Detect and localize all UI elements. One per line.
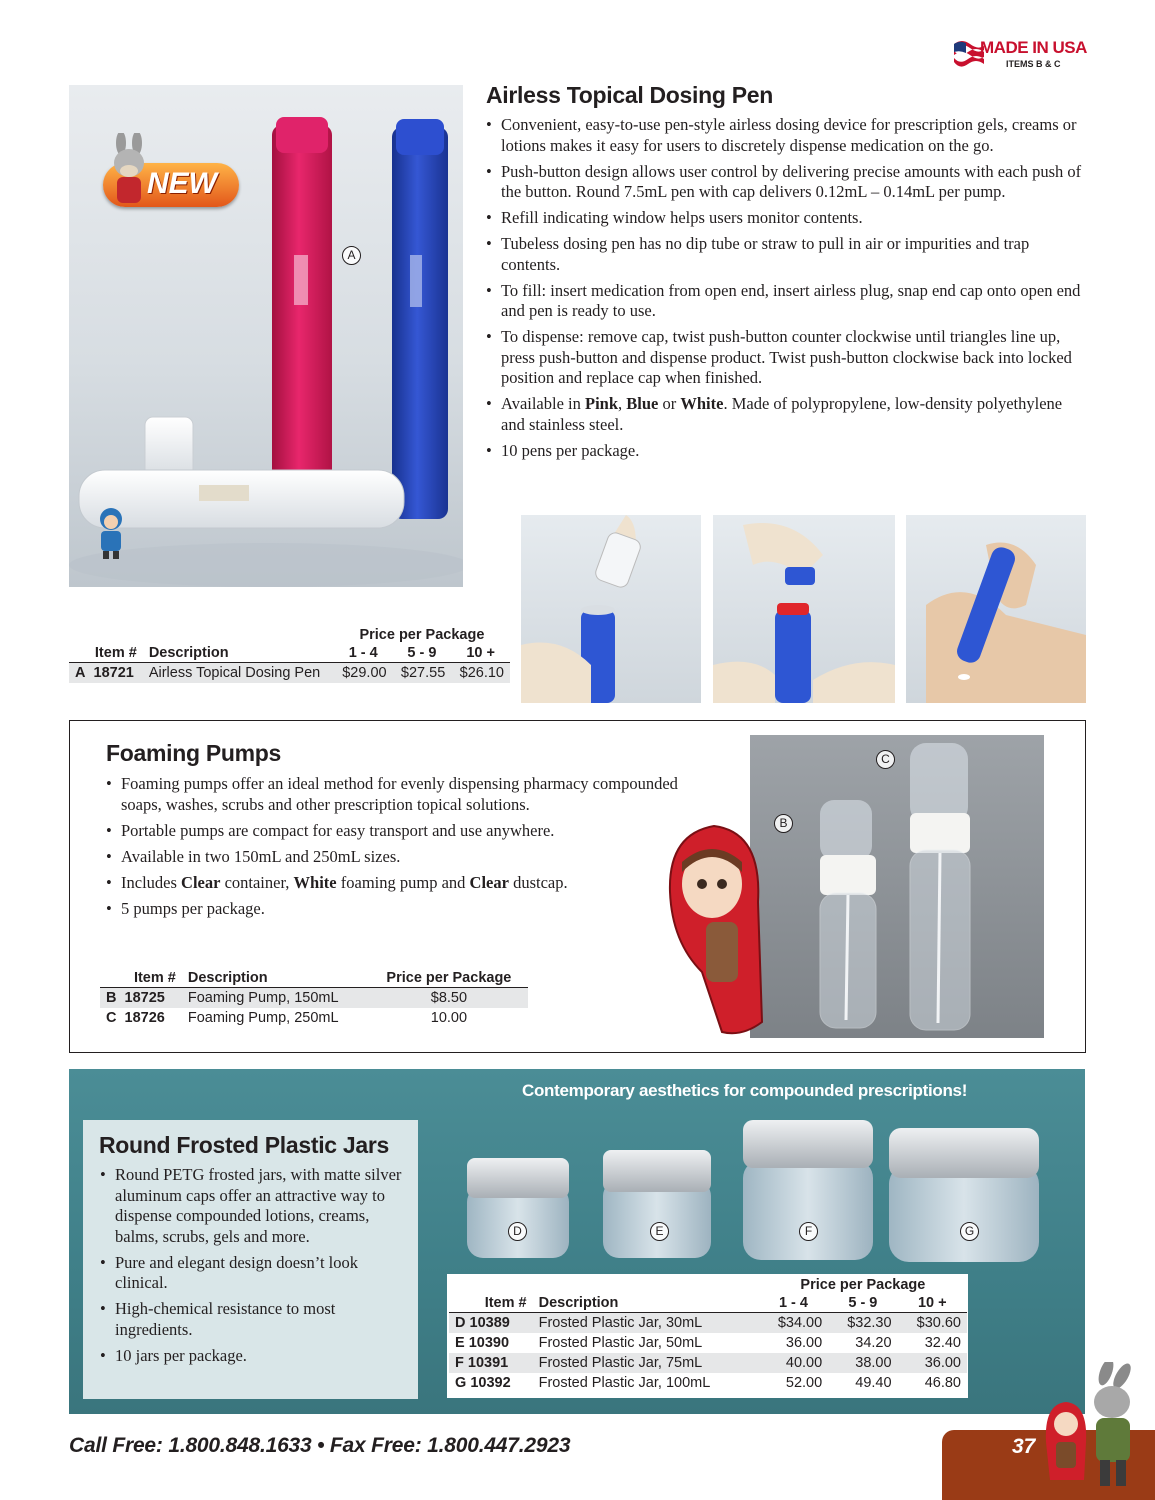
bullet: • Refill indicating window helps users monitor contents.: [486, 208, 1086, 229]
kid-mascot-icon: [93, 505, 129, 561]
dispense-step-illustration: [906, 515, 1086, 703]
price-per-package-header: Price per Package: [359, 627, 485, 643]
bullet: • Foaming pumps offer an ideal method for evenly dispensing pharmacy compounded soaps, washes, scrubs and other prescription topical solutions.: [106, 774, 716, 815]
bullet: • To dispense: remove cap, twist push-button counter clockwise until triangles line up, press push-button and dispense product. Twist push-button clockwise back into locked position and replace cap when finished.: [486, 327, 1086, 389]
col-item: Item #: [484, 1295, 527, 1311]
bullet: • Convenient, easy-to-use pen-style airless dosing device for prescription gels, creams or lotions makes it easy for users to discretely dispense medication on the go.: [486, 115, 1086, 156]
usage-photo-fill: [521, 515, 701, 703]
bullet: • Tubeless dosing pen has no dip tube or straw to pull in air or impurities and trap contents.: [486, 234, 1086, 275]
table-row: E 10390 Frosted Plastic Jar, 50mL 36.00 34.20 32.40: [455, 1335, 961, 1351]
col-description: Description: [187, 970, 268, 986]
photo-label-e: E: [650, 1222, 669, 1241]
bullet: • 10 jars per package.: [100, 1346, 405, 1367]
foam-title: Foaming Pumps: [106, 740, 282, 766]
cap-step-illustration: [713, 515, 895, 703]
footer-contact: Call Free: 1.800.848.1633 • Fax Free: 1.800.447.2923: [69, 1434, 571, 1457]
bullet-includes: • Includes Clear container, White foaming pump and Clear dustcap.: [106, 873, 716, 894]
items-note: ITEMS B & C: [1006, 59, 1061, 69]
bullet: • Push-button design allows user control by delivering precise amounts with each push of the button. Round 7.5mL pen with cap delivers 0.12mL – 0.14mL per pump.: [486, 162, 1086, 203]
mascots-footer-icon: [1040, 1362, 1140, 1492]
page-number: 37: [1012, 1435, 1036, 1458]
bullet-availability: • Available in Pink, Blue or White. Made of polypropylene, low-density polyethylene and stainless steel.: [486, 394, 1086, 435]
donkey-mascot-icon: [107, 133, 153, 211]
col-qty-1-4: 1 - 4: [778, 1295, 808, 1311]
col-item: Item #: [94, 645, 137, 661]
foam-price-table: [100, 969, 528, 1028]
jars-title: Round Frosted Plastic Jars: [99, 1132, 389, 1158]
red-riding-hood-mascot-icon: [662, 822, 766, 1042]
dosing-pen-photo: [69, 85, 463, 587]
fill-step-illustration: [521, 515, 701, 703]
bullet: • 10 pens per package.: [486, 441, 1086, 462]
bullet: • Available in two 150mL and 250mL sizes.: [106, 847, 716, 868]
col-description: Description: [148, 645, 229, 661]
col-qty-5-9: 5 - 9: [848, 1295, 878, 1311]
table-row: G 10392 Frosted Plastic Jar, 100mL 52.00 49.40 46.80: [455, 1375, 961, 1391]
table-row: A 18721 Airless Topical Dosing Pen $29.00 $27.55 $26.10: [69, 663, 510, 684]
new-badge-label: NEW: [147, 167, 217, 200]
col-qty-10: 10 +: [466, 645, 495, 661]
bullet: • Round PETG frosted jars, with matte silver aluminum caps offer an attractive way to dispense compounded lotions, creams, balms, scrubs, gels and more.: [100, 1165, 405, 1247]
foam-bullets: [106, 774, 716, 925]
pen-title: Airless Topical Dosing Pen: [486, 82, 774, 108]
foaming-pumps-photo: [750, 735, 1044, 1038]
jars-bullets: [100, 1165, 405, 1372]
made-in-usa-badge: [952, 36, 1092, 76]
table-row: F 10391 Frosted Plastic Jar, 75mL 40.00 38.00 36.00: [449, 1353, 967, 1373]
bullet: • 5 pumps per package.: [106, 899, 716, 920]
photo-label-d: D: [508, 1222, 527, 1241]
col-price: Price per Package: [386, 970, 512, 986]
pen-bullets: [486, 115, 1086, 467]
pumps-illustration: [750, 735, 1044, 1038]
jars-price-table: [449, 1276, 967, 1393]
usage-photo-cap: [713, 515, 895, 703]
col-qty-5-9: 5 - 9: [407, 645, 437, 661]
col-qty-10: 10 +: [917, 1295, 947, 1311]
price-per-package-header: Price per Package: [800, 1277, 926, 1293]
col-item: Item #: [133, 970, 176, 986]
table-row: C 18726 Foaming Pump, 250mL 10.00: [106, 1010, 468, 1026]
pen-price-table: [69, 626, 510, 683]
bullet: • High-chemical resistance to most ingredients.: [100, 1299, 405, 1340]
photo-label-g: G: [960, 1222, 979, 1241]
frosted-jars-illustration: [455, 1108, 1045, 1268]
jars-banner: Contemporary aesthetics for compounded prescriptions!: [522, 1081, 968, 1100]
bullet: • Portable pumps are compact for easy transport and use anywhere.: [106, 821, 716, 842]
photo-label-f: F: [799, 1222, 818, 1241]
table-row: D 10389 Frosted Plastic Jar, 30mL $34.00 $32.30 $30.60: [449, 1313, 967, 1334]
table-row: B 18725 Foaming Pump, 150mL $8.50: [100, 988, 528, 1009]
photo-label-b: B: [774, 814, 793, 833]
col-qty-1-4: 1 - 4: [348, 645, 378, 661]
photo-label-c: C: [876, 750, 895, 769]
made-in-usa-text: MADE IN USA: [980, 38, 1087, 57]
photo-label-a: A: [342, 246, 361, 265]
usage-photo-dispense: [906, 515, 1086, 703]
bullet: • Pure and elegant design doesn’t look clinical.: [100, 1253, 405, 1294]
bullet: • To fill: insert medication from open end, insert airless plug, snap end cap onto open end and pen is ready to use.: [486, 281, 1086, 322]
col-description: Description: [538, 1295, 619, 1311]
